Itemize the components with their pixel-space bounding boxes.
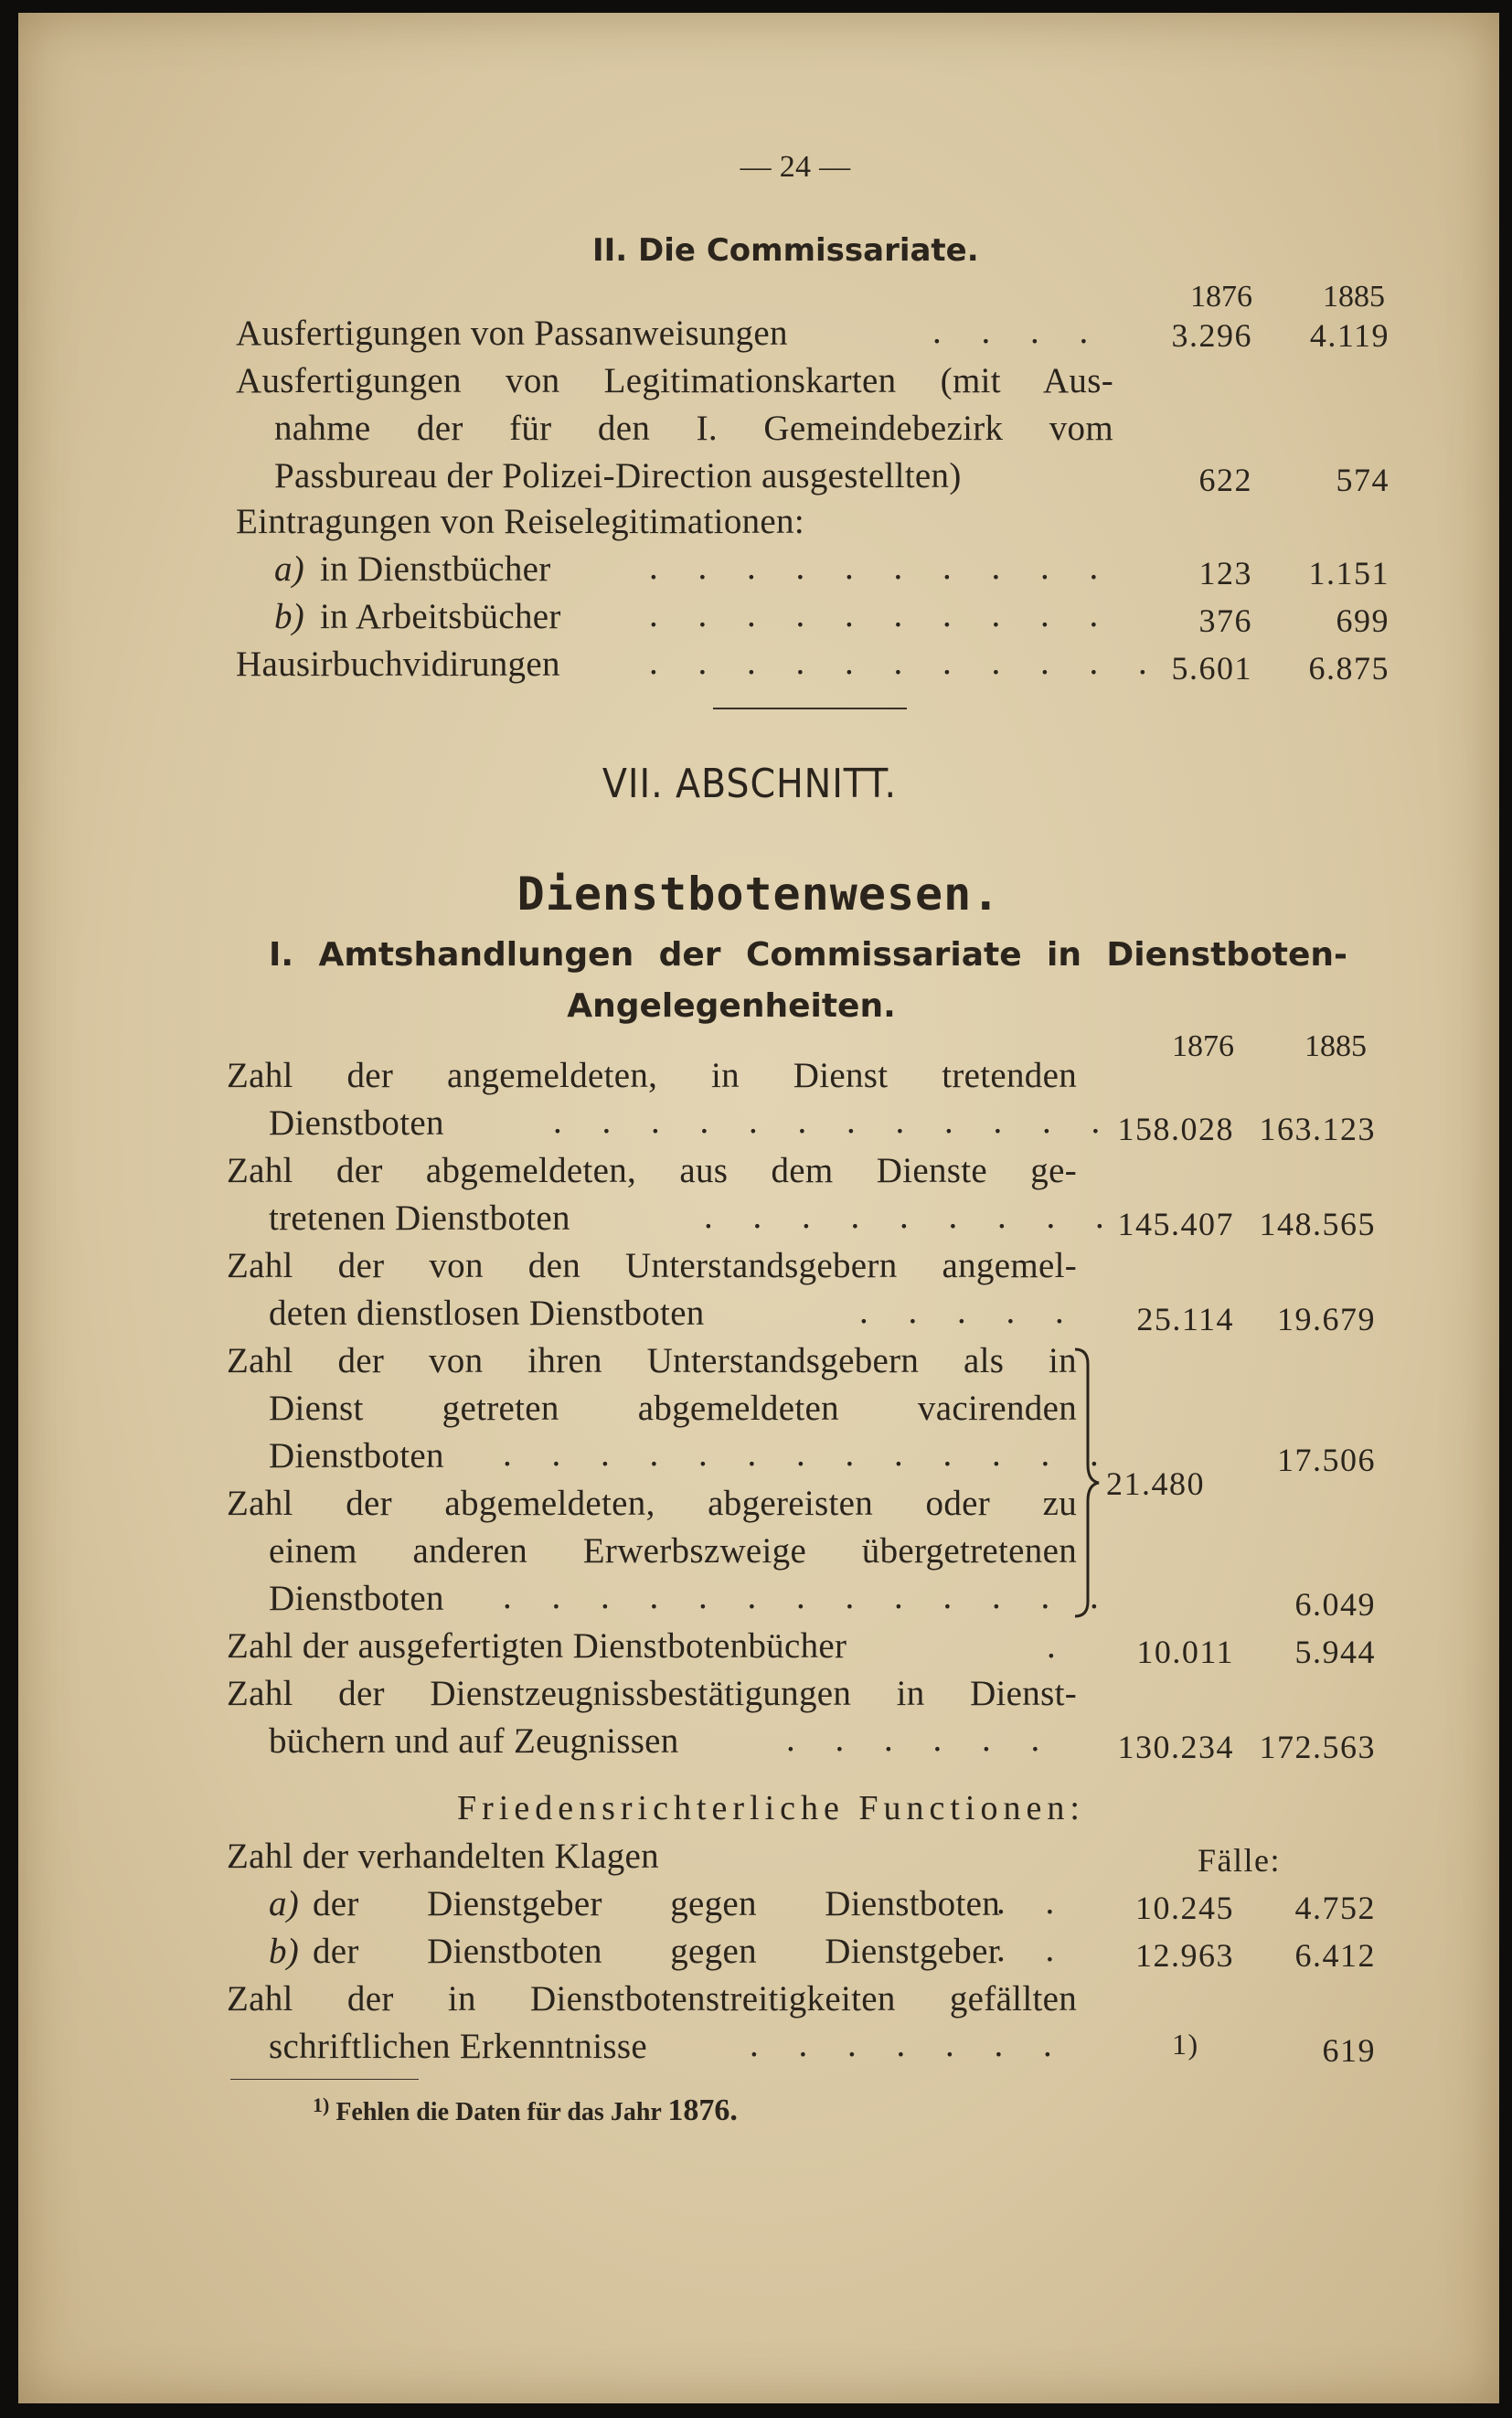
leader-dots: . . . . . . . . . . <box>649 595 1114 634</box>
leader-dots: . . <box>996 1930 1070 1969</box>
row-label-line: Dienst getreten abgemeldeten vacirenden <box>269 1389 1077 1428</box>
value-1885: 163.123 <box>1259 1111 1376 1147</box>
value-1876: 622 <box>1198 462 1252 498</box>
row-label: in Arbeitsbücher <box>320 597 561 636</box>
list-marker: b) <box>274 597 305 636</box>
section-heading-amtshandlungen-line2: Angelegenheiten. <box>567 987 896 1025</box>
list-marker: b) <box>269 1932 300 1971</box>
section-divider <box>713 708 907 709</box>
section-heading-commissariate: II. Die Commissariate. <box>592 232 979 269</box>
row-label-line: Zahl der von den Unterstandsgebern angemel- <box>227 1246 1077 1285</box>
section-heading-amtshandlungen: I. Amtshandlungen der Commissariate in Dienstboten- <box>269 936 1347 974</box>
year-header-1885: 1885 <box>1304 1029 1367 1063</box>
row-label-line: büchern und auf Zeugnissen <box>269 1721 679 1761</box>
value-1885: 6.049 <box>1294 1586 1376 1623</box>
year-header-1876: 1876 <box>1172 1029 1234 1063</box>
row-label: Ausfertigungen von Passanweisungen <box>236 314 788 353</box>
faelle-label: Fälle: <box>1198 1842 1281 1879</box>
value-1876: 5.601 <box>1171 650 1252 687</box>
leader-dots: . . . . . . . . . . <box>649 548 1114 587</box>
row-label-line: tretenen Dienstboten <box>269 1198 570 1238</box>
book-page <box>18 13 1499 2403</box>
row-label-line: Ausfertigungen von Legitimationskarten (mit Aus- <box>236 361 1113 400</box>
value-1885: 19.679 <box>1277 1301 1376 1337</box>
row-label-line: deten dienstlosen Dienstboten <box>269 1294 705 1333</box>
value-1876: 158.028 <box>1117 1111 1234 1147</box>
row-label-line: Passbureau der Polizei-Direction ausgestellten) <box>274 456 962 495</box>
curly-brace-icon <box>1068 1346 1104 1620</box>
row-label: der Dienstgeber gegen Dienstboten <box>313 1884 1000 1923</box>
bracket-combined-value-1876: 21.480 <box>1106 1465 1205 1502</box>
leader-dots: . . . . <box>932 312 1104 351</box>
leader-dots: . . <box>996 1882 1070 1922</box>
value-1885: 1.151 <box>1308 555 1390 591</box>
value-1885: 4.119 <box>1309 317 1390 354</box>
year-header-1885: 1885 <box>1323 280 1385 314</box>
value-1885: 17.506 <box>1277 1442 1376 1478</box>
row-label: Zahl der verhandelten Klagen <box>227 1837 659 1876</box>
row-label-line: einem anderen Erwerbszweige übergetretenen <box>269 1531 1077 1571</box>
footnote-year: 1876. <box>667 2093 738 2127</box>
value-1876: 25.114 <box>1136 1301 1234 1337</box>
value-1876: 376 <box>1198 602 1252 639</box>
leader-dots: . . . . . . . . . . . <box>649 643 1163 682</box>
list-marker: a) <box>269 1884 300 1923</box>
value-1885: 6.412 <box>1294 1937 1376 1974</box>
footnote-rule <box>230 2079 419 2080</box>
leader-dots: . . . . . . . . . . . . . <box>503 1577 1114 1616</box>
value-1876: 145.407 <box>1117 1206 1234 1242</box>
row-label-line: Zahl der Dienstzeugnissbestätigungen in Dienst- <box>227 1674 1077 1713</box>
list-marker: a) <box>274 549 305 589</box>
row-label-line: Dienstboten <box>269 1436 444 1475</box>
value-1876: 3.296 <box>1171 317 1252 354</box>
footnote-marker: 1) <box>313 2093 330 2116</box>
value-1876: 123 <box>1198 555 1252 591</box>
value-1885: 4.752 <box>1294 1890 1376 1926</box>
value-1885: 574 <box>1336 462 1390 498</box>
value-1885: 699 <box>1336 602 1390 639</box>
footnote <box>313 2093 738 2128</box>
value-1885: 6.875 <box>1308 650 1390 687</box>
row-label: Hausirbuchvidirungen <box>236 644 560 684</box>
row-label-line: Zahl der von ihren Unterstandsgebern als in <box>227 1341 1077 1380</box>
row-label-line: nahme der für den I. Gemeindebezirk vom <box>274 409 1113 448</box>
row-label-line: Zahl der abgemeldeten, abgereisten oder zu <box>227 1484 1077 1523</box>
row-label-line: Zahl der in Dienstbotenstreitigkeiten gefällten <box>227 1979 1077 2019</box>
footnote-text: Fehlen die Daten für das Jahr <box>335 2098 662 2126</box>
row-label: Zahl der ausgefertigten Dienstbotenbücher <box>227 1626 847 1666</box>
chapter-title: Dienstbotenwesen. <box>516 868 1001 921</box>
row-label: der Dienstboten gegen Dienstgeber <box>313 1932 1000 1971</box>
value-1876: 10.245 <box>1135 1890 1234 1926</box>
row-label: in Dienstbücher <box>320 549 551 589</box>
leader-dots: . . . . . . . . . . . . . <box>503 1434 1114 1474</box>
leader-dots: . . . . . . . . . . . . <box>553 1102 1116 1141</box>
leader-dots: . . . . . . <box>786 1720 1056 1759</box>
row-label: Eintragungen von Reiselegitimationen: <box>236 502 804 541</box>
value-1876: 12.963 <box>1135 1937 1234 1974</box>
value-1876: 10.011 <box>1136 1634 1234 1670</box>
row-label-line: Zahl der angemeldeten, in Dienst tretenden <box>227 1056 1077 1095</box>
leader-dots: . . . . . . . . . <box>704 1197 1120 1236</box>
value-1876: 130.234 <box>1117 1729 1234 1765</box>
leader-dots: . . . . . <box>859 1292 1080 1331</box>
footnote-reference: 1) <box>1172 2028 1199 2061</box>
chapter-number: VII. ABSCHNITT. <box>602 761 898 807</box>
page-number: — 24 — <box>740 150 851 184</box>
value-1885: 619 <box>1322 2032 1376 2069</box>
subsection-heading: Friedensrichterliche Functionen: <box>457 1789 1085 1827</box>
value-1885: 172.563 <box>1259 1729 1376 1765</box>
leader-dots: . . . . . . . <box>750 2025 1068 2064</box>
leader-dots: . <box>1047 1626 1057 1666</box>
year-header-1876: 1876 <box>1190 280 1252 314</box>
value-1885: 148.565 <box>1259 1206 1376 1242</box>
row-label-line: Zahl der abgemeldeten, aus dem Dienste ge- <box>227 1151 1077 1190</box>
row-label-line: Dienstboten <box>269 1103 444 1143</box>
row-label-line: Dienstboten <box>269 1579 444 1618</box>
value-1885: 5.944 <box>1294 1634 1376 1670</box>
row-label-line: schriftlichen Erkenntnisse <box>269 2027 647 2066</box>
